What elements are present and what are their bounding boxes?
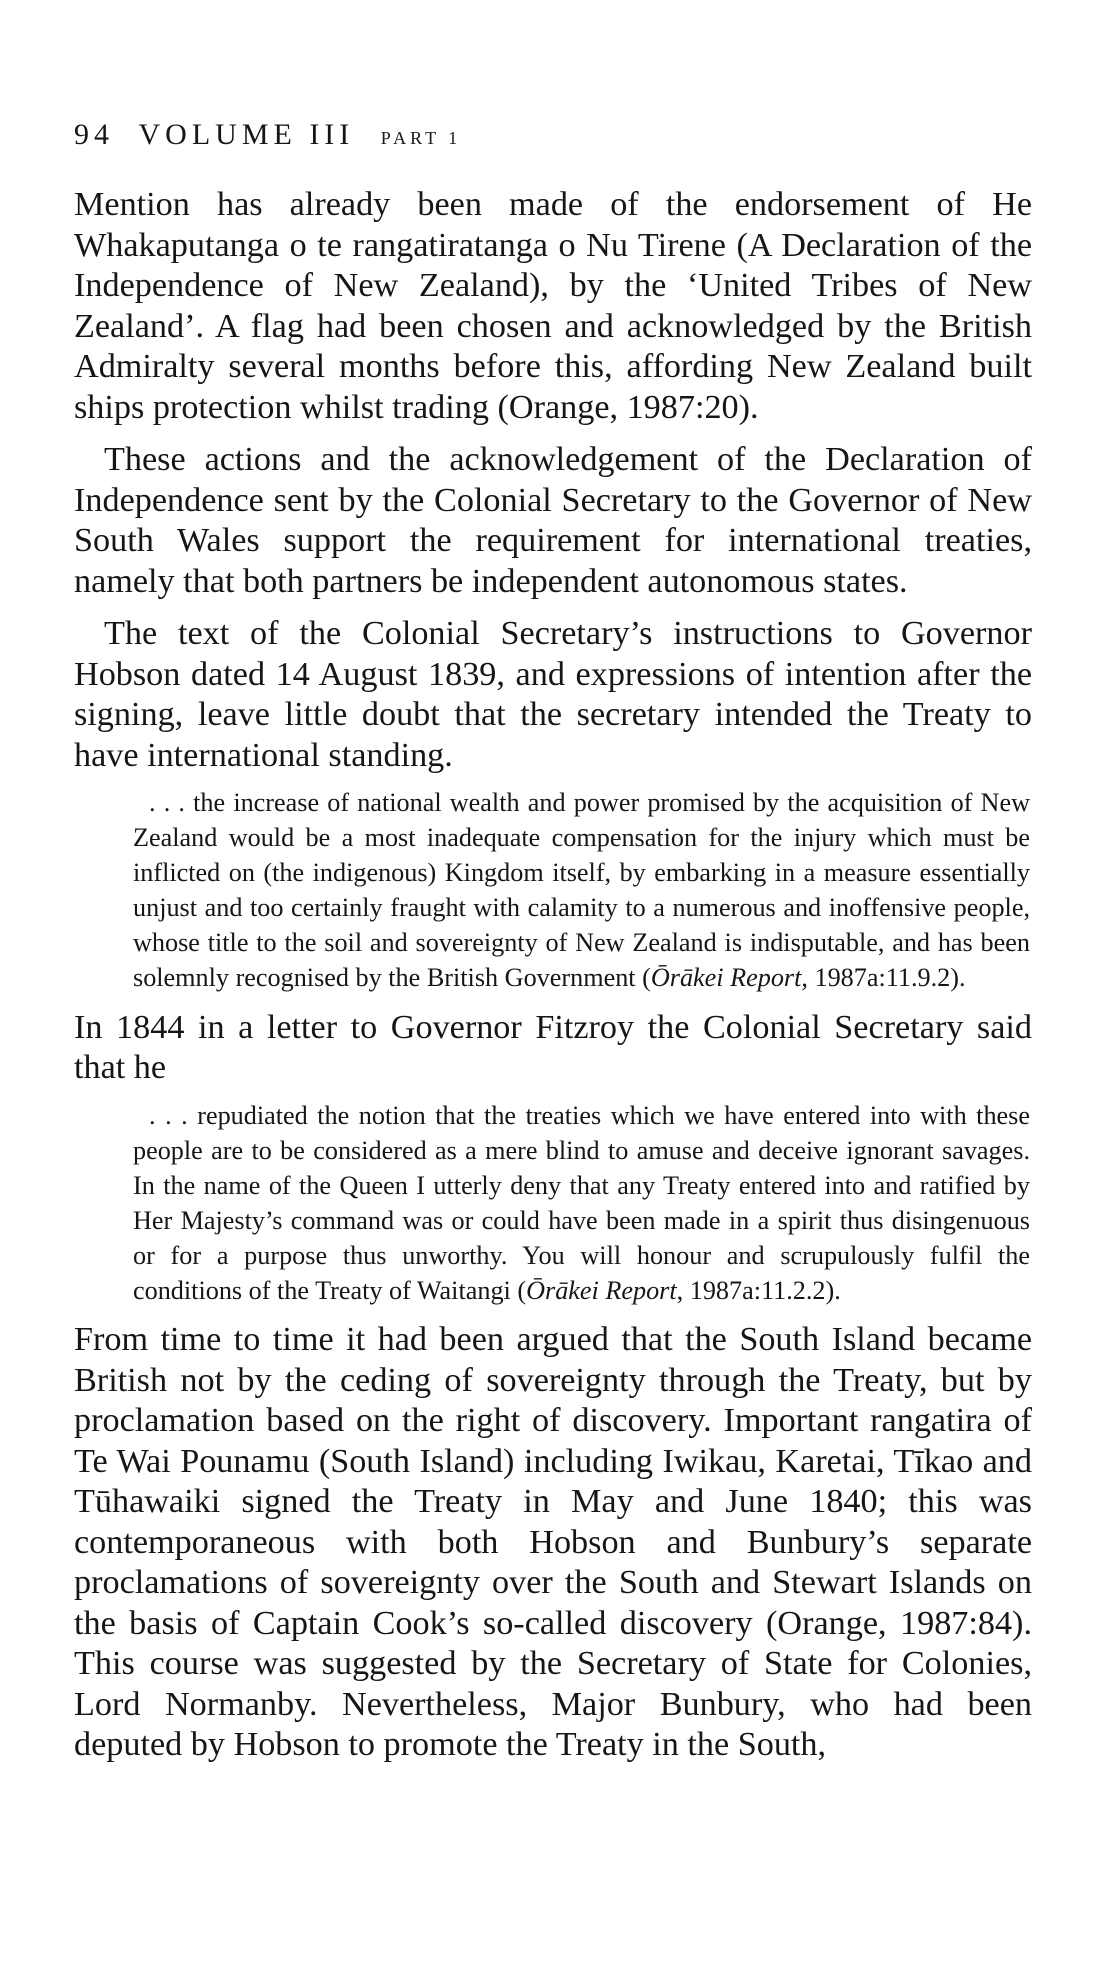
page-number: 94 xyxy=(74,118,114,151)
paragraph-independence-states: These actions and the acknowledgement of the Declaration of Independence sent by the Colonial Secretary to the Governor of New South Wales support the requirement for international treaties, namely that both partners be independent autonomous states. xyxy=(74,441,1032,600)
part-label: PART 1 xyxy=(380,128,462,148)
paragraph-south-island: From time to time it had been argued that the South Island became British not by the ceding of sovereignty through the Treaty, but by proclamation based on the right of discovery. Important rangatira of Te Wai Pounamu (South Island) including Iwikau, Karetai, Tīkao and Tūhawaiki signed the Treaty in May and June 1840; this was contemporaneous with both Hobson and Bunbury’s separate proclamations of sovereignty over the South and Stewart Islands on the basis of Captain Cook’s so-called discovery (Orange, 1987:84). This course was suggested by the Secretary of State for Colonies, Lord Normanby. Nevertheless, Major Bunbury, who had been deputed by Hobson to promote the Treaty in the South, xyxy=(74,1321,1032,1764)
quote-text: . . . repudiated the notion that the treaties which we have entered into with these people are to be considered as a mere blind to amuse and deceive ignorant savages. In the name of the Queen I utterly deny that any Treaty entered into and ratified by Her Majesty’s command was or could have been made in a spirit thus disingenuous or for a purpose thus unworthy. You will honour and scrupulously fulfil the conditions of the Treaty of Waitangi ( xyxy=(133,1100,1030,1306)
citation-title: Ōrākei Report xyxy=(650,963,802,993)
running-head xyxy=(74,118,1032,155)
book-page xyxy=(74,118,1032,1766)
block-quote-repudiated xyxy=(133,1098,1030,1309)
citation-title: Ōrākei Report xyxy=(526,1276,677,1306)
citation-reference: , 1987a:11.9.2). xyxy=(801,963,966,993)
paragraph-fitzroy-letter: In 1844 in a letter to Governor Fitzroy the Colonial Secretary said that he xyxy=(74,1008,1032,1087)
paragraph-international-standing: The text of the Colonial Secretary’s instructions to Governor Hobson dated 14 August 1839, and expressions of intention after the signing, leave little doubt that the secretary intended the Treaty to have international standing. xyxy=(74,615,1032,774)
paragraph-flag-declaration: Mention has already been made of the endorsement of He Whakaputanga o te rangatiratanga o Nu Tirene (A Declaration of the Independence of New Zealand), by the ‘United Tribes of New Zealand’. A flag had been chosen and acknowledged by the British Admiralty several months before this, affording New Zealand built ships protection whilst trading (Orange, 1987:20). xyxy=(74,186,1032,426)
volume-label: VOLUME III xyxy=(138,118,355,151)
citation-reference: , 1987a:11.2.2). xyxy=(676,1276,841,1306)
quote-text: . . . the increase of national wealth and power promised by the acquisition of New Zealand would be a most inadequate compensation for the injury which must be inflicted on (the indigenous) Kingdom itself, by embarking in a measure essentially unjust and too certainly fraught with calamity to a numerous and inoffensive people, whose title to the soil and sovereignty of New Zealand is indisputable, and has been solemnly recognised by the British Government ( xyxy=(133,788,1030,993)
block-quote-national-wealth xyxy=(133,785,1030,996)
